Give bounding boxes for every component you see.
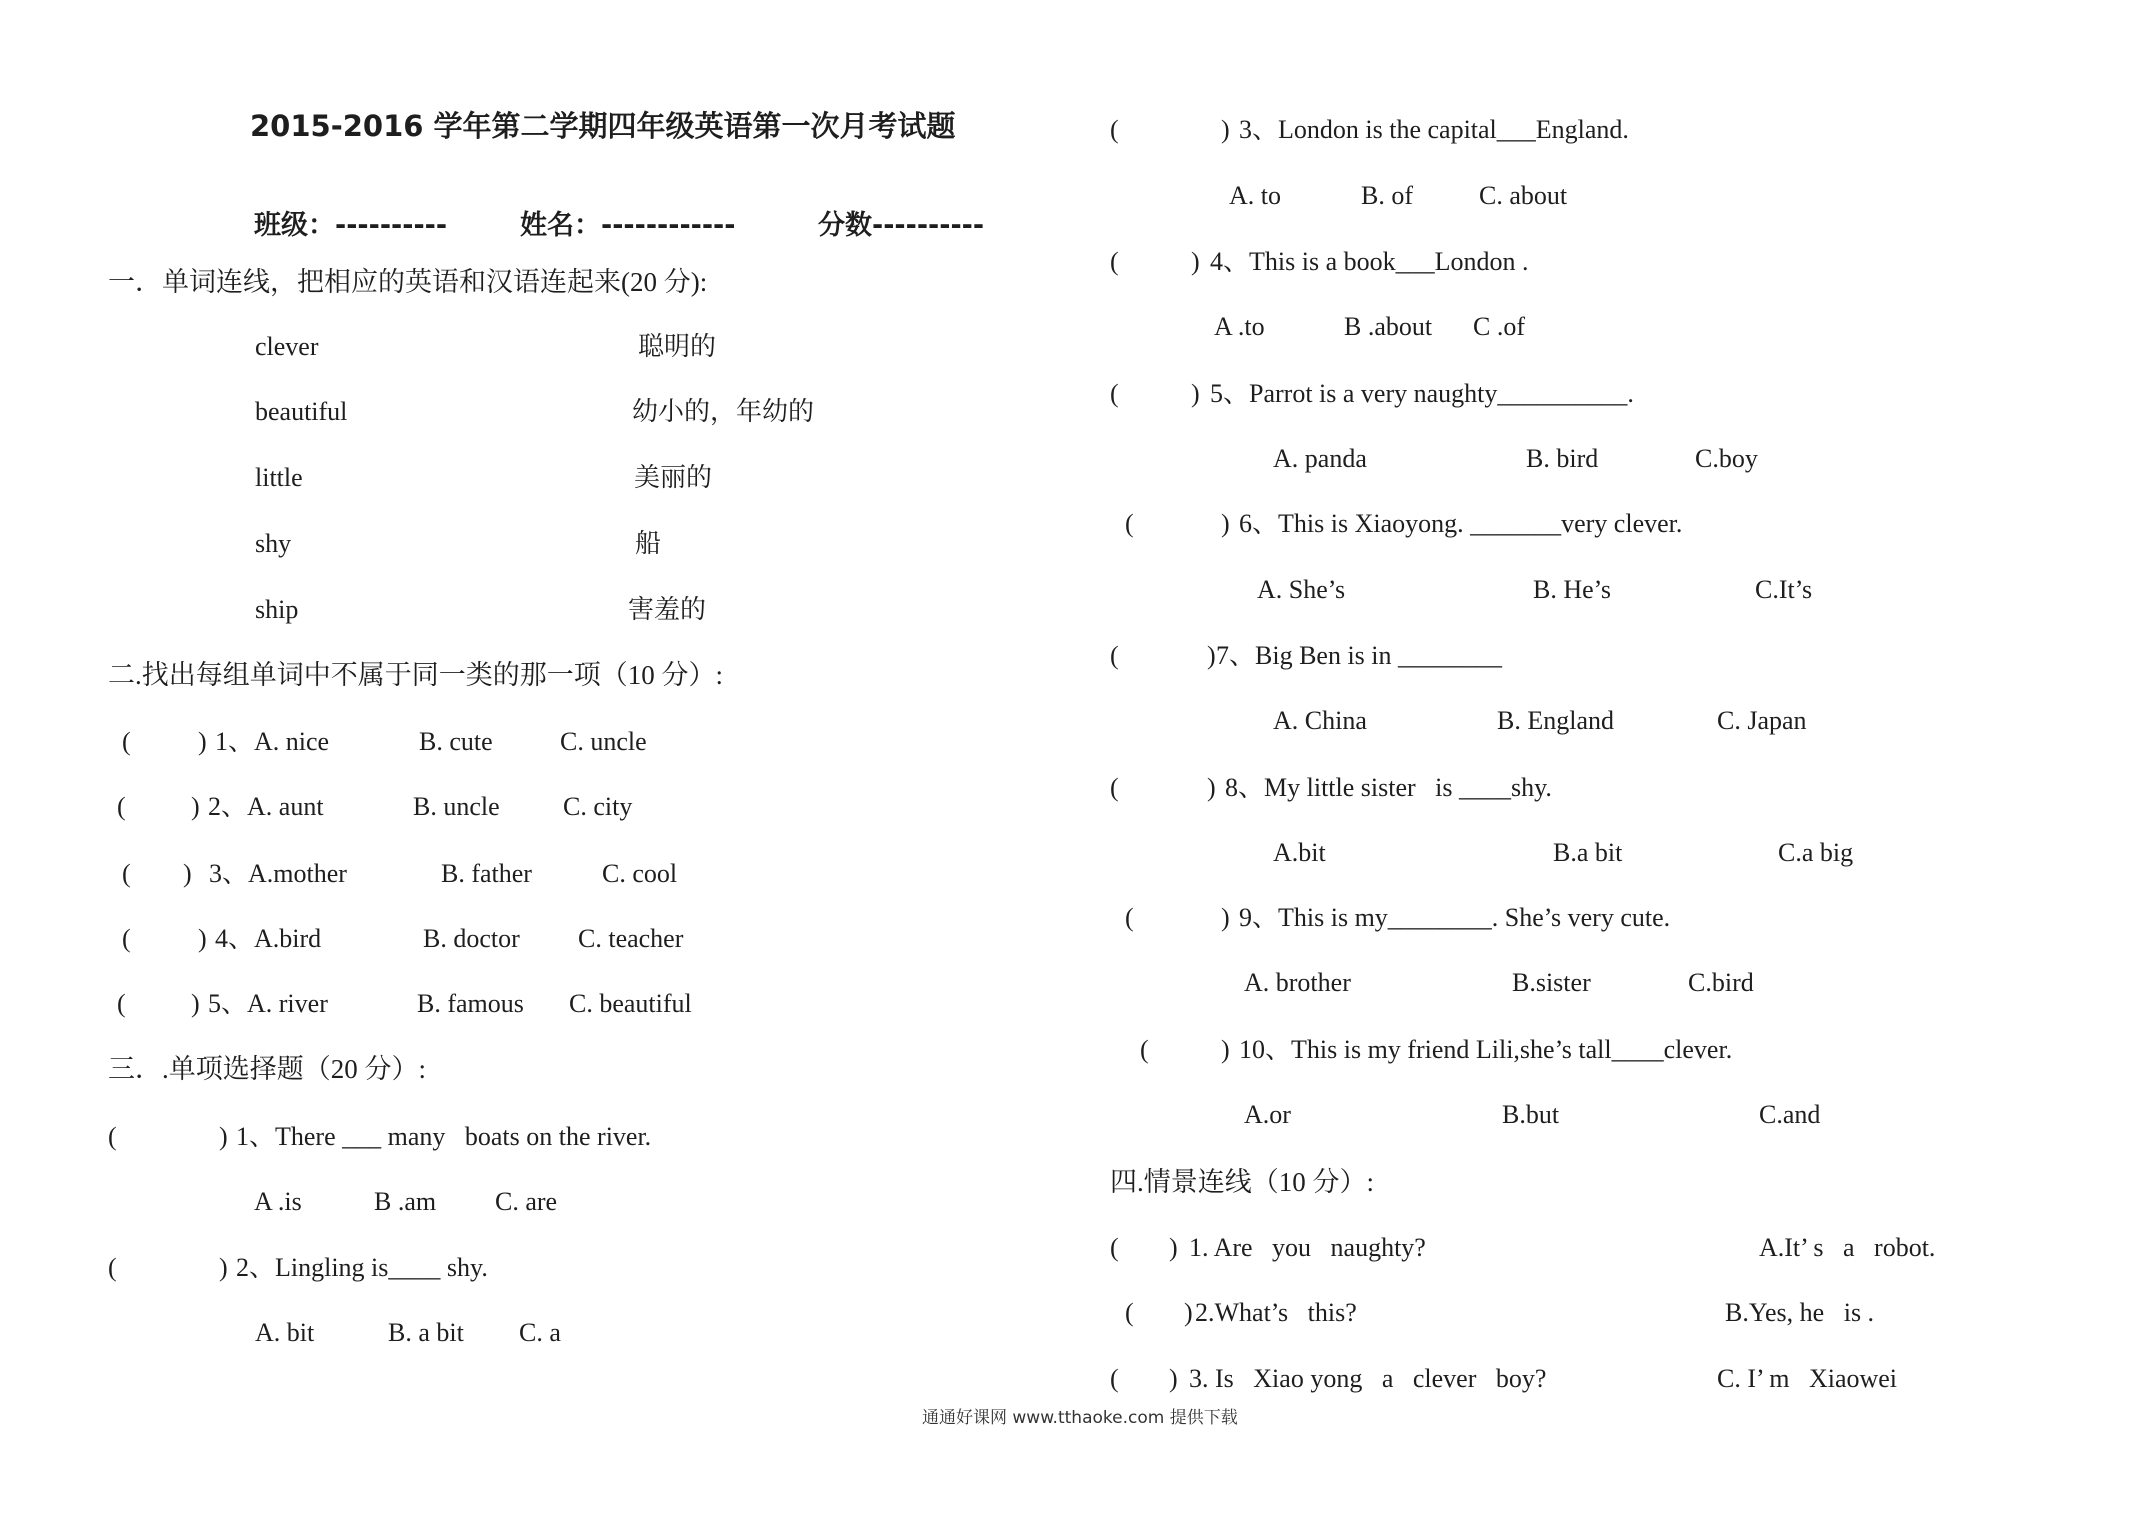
question-stem: 1、There ___ many boats on the river. [236, 1122, 652, 1151]
section4-heading: 四.情景连线（10 分）: [1110, 1167, 1375, 1197]
answer-paren-close: ) [1184, 1298, 1193, 1327]
option-c: C. beautiful [569, 989, 692, 1018]
option-b: B. England [1497, 706, 1614, 735]
dialogue-question: 1. Are you naughty? [1189, 1233, 1426, 1262]
option-b: B. uncle [413, 792, 500, 821]
option-b: B. doctor [423, 924, 520, 953]
question-stem: 10、This is my friend Lili,she’s tall____clever. [1239, 1035, 1733, 1064]
answer-paren-open: ( [1110, 1364, 1119, 1393]
answer-paren-open: ( [122, 727, 131, 756]
option-a: A .to [1214, 312, 1265, 341]
question-stem: 9、This is my________. She’s very cute. [1239, 903, 1671, 932]
option-b: B.a bit [1553, 838, 1623, 867]
option-a: A.bit [1273, 838, 1326, 867]
option-c: C.and [1759, 1100, 1821, 1129]
answer-paren-open: ( [1125, 903, 1134, 932]
answer-paren-open: ( [1125, 1298, 1134, 1327]
option-c: C. teacher [578, 924, 684, 953]
option-b: B .am [374, 1187, 437, 1216]
option-a: 3、A.mother [209, 859, 347, 888]
question-stem: 2、Lingling is____ shy. [236, 1253, 488, 1282]
answer-paren-close: ) [191, 792, 200, 821]
option-a: A. brother [1244, 968, 1351, 997]
english-word: clever [255, 332, 319, 361]
answer-paren-open: ( [1110, 379, 1119, 408]
chinese-word: 幼小的，年幼的 [632, 397, 815, 426]
answer-paren-open: ( [1110, 247, 1119, 276]
option-c: C.bird [1688, 968, 1754, 997]
option-c: C. city [563, 792, 633, 821]
answer-paren-open: ( [108, 1122, 117, 1151]
option-c: C. cool [602, 859, 678, 888]
option-b: B .about [1344, 312, 1433, 341]
answer-paren-close: ) [1221, 115, 1230, 144]
option-c: C. Japan [1717, 706, 1807, 735]
answer-paren-close: ) [1221, 1035, 1230, 1064]
answer-paren-close: ) [1207, 641, 1216, 670]
dialogue-question: 2.What’s this? [1195, 1298, 1357, 1327]
class-field: 班级：---------- [254, 210, 448, 241]
section2-heading: 二.找出每组单词中不属于同一类的那一项（10 分）: [108, 660, 724, 690]
answer-paren-open: ( [122, 924, 131, 953]
option-c: C. about [1479, 181, 1568, 210]
option-c: C. a [519, 1318, 561, 1347]
chinese-word: 害羞的 [628, 595, 707, 624]
option-b: B. famous [417, 989, 524, 1018]
answer-paren-open: ( [1110, 115, 1119, 144]
option-a: A. to [1229, 181, 1281, 210]
name-field: 姓名：------------ [520, 210, 736, 241]
answer-paren-close: ) [198, 727, 207, 756]
option-a: A .is [254, 1187, 302, 1216]
chinese-word: 船 [635, 529, 662, 558]
section1-heading: 一．单词连线，把相应的英语和汉语连起来(20 分): [108, 267, 708, 297]
option-c: C. uncle [560, 727, 647, 756]
dialogue-answer: B.Yes, he is . [1725, 1298, 1875, 1327]
option-a: A. China [1273, 706, 1367, 735]
answer-paren-open: ( [1110, 641, 1119, 670]
answer-paren-close: ) [198, 924, 207, 953]
answer-paren-open: ( [117, 989, 126, 1018]
answer-paren-close: ) [1191, 379, 1200, 408]
answer-paren-close: ) [1169, 1233, 1178, 1262]
question-stem: 4、This is a book___London . [1210, 247, 1529, 276]
answer-paren-open: ( [117, 792, 126, 821]
option-c: C.It’s [1755, 575, 1813, 604]
option-b: B.but [1502, 1100, 1560, 1129]
english-word: beautiful [255, 397, 348, 426]
answer-paren-open: ( [122, 859, 131, 888]
option-a: 1、A. nice [215, 727, 330, 756]
option-a: 2、A. aunt [208, 792, 324, 821]
english-word: little [255, 463, 303, 492]
answer-paren-close: ) [1207, 773, 1216, 802]
exam-title: 2015-2016 学年第二学期四年级英语第一次月考试题 [250, 109, 956, 143]
answer-paren-close: ) [219, 1253, 228, 1282]
option-a: 4、A.bird [215, 924, 322, 953]
answer-paren-open: ( [108, 1253, 117, 1282]
option-b: B. cute [419, 727, 493, 756]
option-c: C .of [1473, 312, 1525, 341]
option-c: C.a big [1778, 838, 1854, 867]
answer-paren-close: ) [1191, 247, 1200, 276]
section3-heading: 三．.单项选择题（20 分）: [108, 1054, 427, 1084]
answer-paren-close: ) [1221, 903, 1230, 932]
option-b: B. a bit [388, 1318, 464, 1347]
option-b: B. bird [1526, 444, 1599, 473]
answer-paren-close: ) [219, 1122, 228, 1151]
question-stem: 7、Big Ben is in ________ [1216, 641, 1503, 670]
score-field: 分数---------- [818, 210, 985, 241]
page-footer: 通通好课网 www.tthaoke.com 提供下载 [922, 1408, 1238, 1428]
option-a: A. bit [255, 1318, 315, 1347]
question-stem: 6、This is Xiaoyong. _______very clever. [1239, 509, 1683, 538]
dialogue-answer: C. I’ m Xiaowei [1717, 1364, 1898, 1393]
option-a: A.or [1244, 1100, 1291, 1129]
option-c: C.boy [1695, 444, 1758, 473]
answer-paren-open: ( [1140, 1035, 1149, 1064]
dialogue-answer: A.It’ s a robot. [1759, 1233, 1936, 1262]
question-stem: 5、Parrot is a very naughty__________. [1210, 379, 1634, 408]
question-stem: 3、London is the capital___England. [1239, 115, 1629, 144]
option-b: B. of [1361, 181, 1413, 210]
option-a: A. panda [1273, 444, 1367, 473]
option-b: B. He’s [1533, 575, 1611, 604]
english-word: shy [255, 529, 292, 558]
chinese-word: 美丽的 [634, 463, 713, 492]
option-b: B. father [441, 859, 532, 888]
answer-paren-open: ( [1110, 1233, 1119, 1262]
answer-paren-close: ) [1169, 1364, 1178, 1393]
option-a: 5、A. river [208, 989, 328, 1018]
question-stem: 8、My little sister is ____shy. [1225, 773, 1552, 802]
answer-paren-open: ( [1110, 773, 1119, 802]
option-a: A. She’s [1257, 575, 1346, 604]
chinese-word: 聪明的 [638, 332, 717, 361]
answer-paren-close: ) [183, 859, 192, 888]
dialogue-question: 3. Is Xiao yong a clever boy? [1189, 1364, 1547, 1393]
option-c: C. are [495, 1187, 558, 1216]
answer-paren-close: ) [191, 989, 200, 1018]
option-b: B.sister [1512, 968, 1591, 997]
english-word: ship [255, 595, 299, 624]
answer-paren-close: ) [1221, 509, 1230, 538]
answer-paren-open: ( [1125, 509, 1134, 538]
